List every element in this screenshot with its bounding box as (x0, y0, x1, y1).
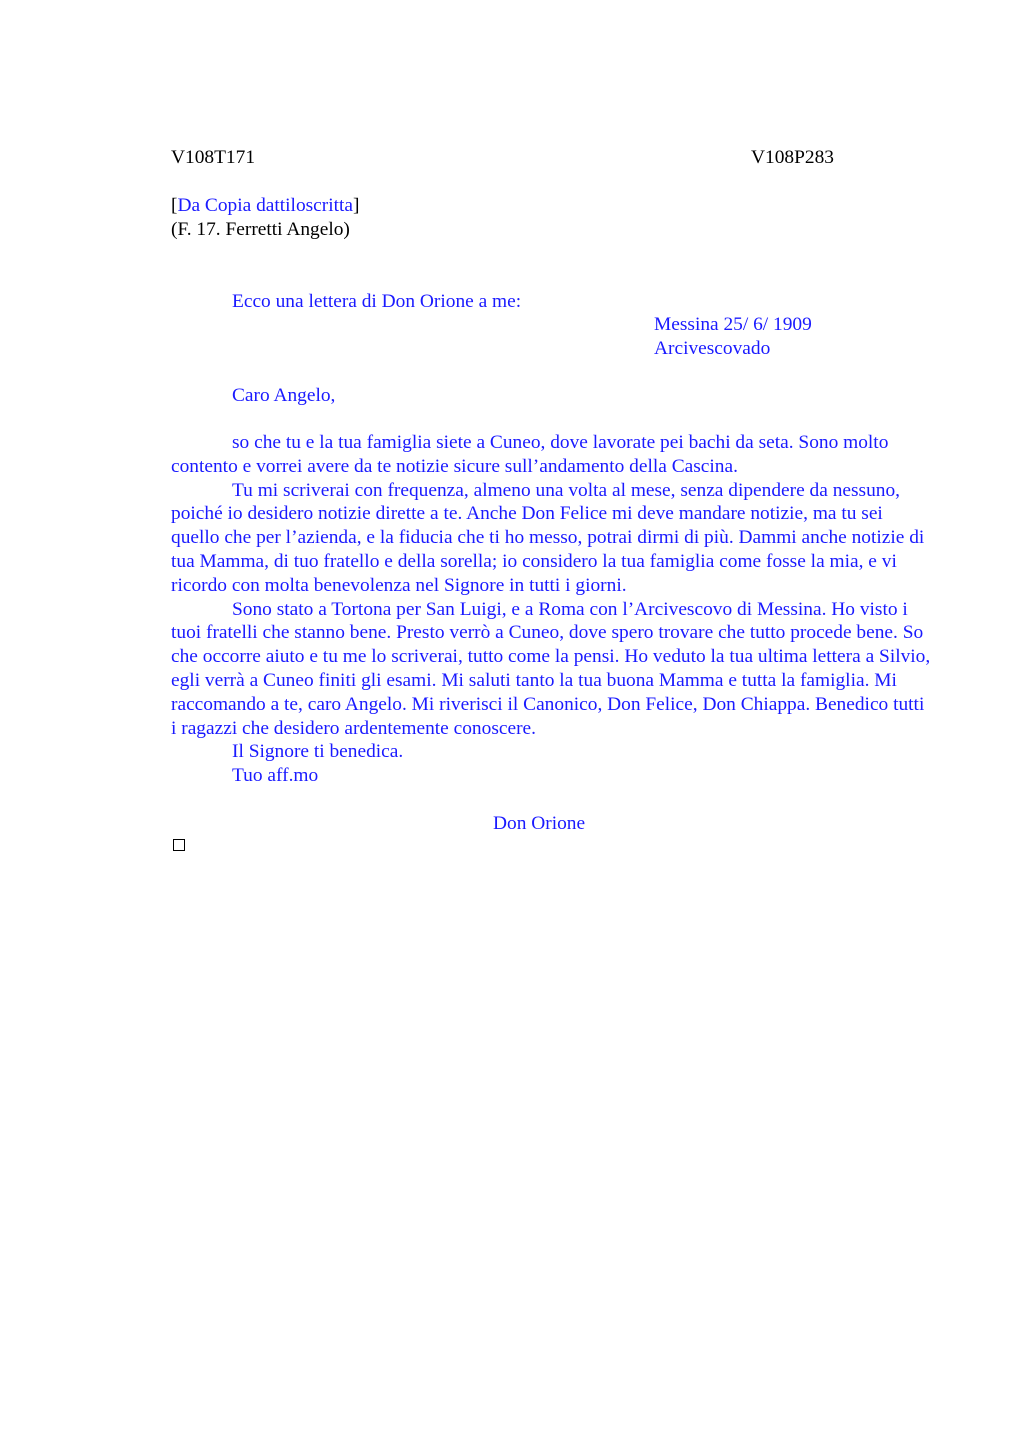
source-line (171, 194, 360, 218)
square-outline-icon (173, 839, 185, 851)
bracket-close: ] (353, 195, 360, 216)
source-label: Da Copia dattiloscritta (177, 195, 354, 216)
signature: Don Orione (493, 813, 586, 834)
letter-paragraph: Sono stato a Tortona per San Luigi, e a Roma con l’Arcivescovo di Messina. Ho visto i tuoi fratelli che stanno bene. Presto verrò a Cuneo, dove spero trovare che tutto procede bene. So che occorre aiuto e tu me lo scriverai, tutto come la pensi. Ho veduto la tua ultima lettera a Silvio, egli verrà a Cuneo finiti gli esami. Mi saluti tanto la tua buona Mamma e tutta la famiglia. Mi raccomando a te, caro Angelo. Mi riverisci il Canonico, Don Felice, Don Chiappa. Benedico tutti i ragazzi che desidero ardentemente conoscere. (171, 598, 931, 739)
letter-body (171, 431, 931, 788)
letter-valediction: Tuo aff.mo (232, 765, 319, 787)
intro-line: Ecco una lettera di Don Orione a me: (232, 291, 522, 312)
ref-code-right: V108P283 (751, 147, 834, 168)
letter-closing-blessing: Il Signore ti benedica. (232, 741, 404, 763)
file-reference: (F. 17. Ferretti Angelo) (171, 219, 350, 240)
bracket-open: [ (171, 195, 178, 216)
letter-paragraph: so che tu e la tua famiglia siete a Cuneo, dove lavorate pei bachi da seta. Sono molto contento e vorrei avere da te notizie sicure sull’andamento della Cascina. (171, 432, 889, 477)
dateline-place-date: Messina 25/ 6/ 1909 (654, 314, 812, 335)
ref-code-left: V108T171 (171, 147, 256, 168)
letter-paragraph: Tu mi scriverai con frequenza, almeno una volta al mese, senza dipendere da nessuno, poiché io desidero notizie dirette a te. Anche Don Felice mi deve mandare notizie, ma tu sei quello che per l’azienda, e la fiducia che ti ho messo, potrai dirmi di più. Dammi anche notizie di tua Mamma, di tuo fratello e della sorella; io considero la tua famiglia come fosse la mia, e vi ricordo con molta benevolenza nel Signore in tutti i giorni. (171, 479, 925, 596)
dateline-office: Arcivescovado (654, 338, 771, 359)
salutation: Caro Angelo, (232, 385, 336, 406)
